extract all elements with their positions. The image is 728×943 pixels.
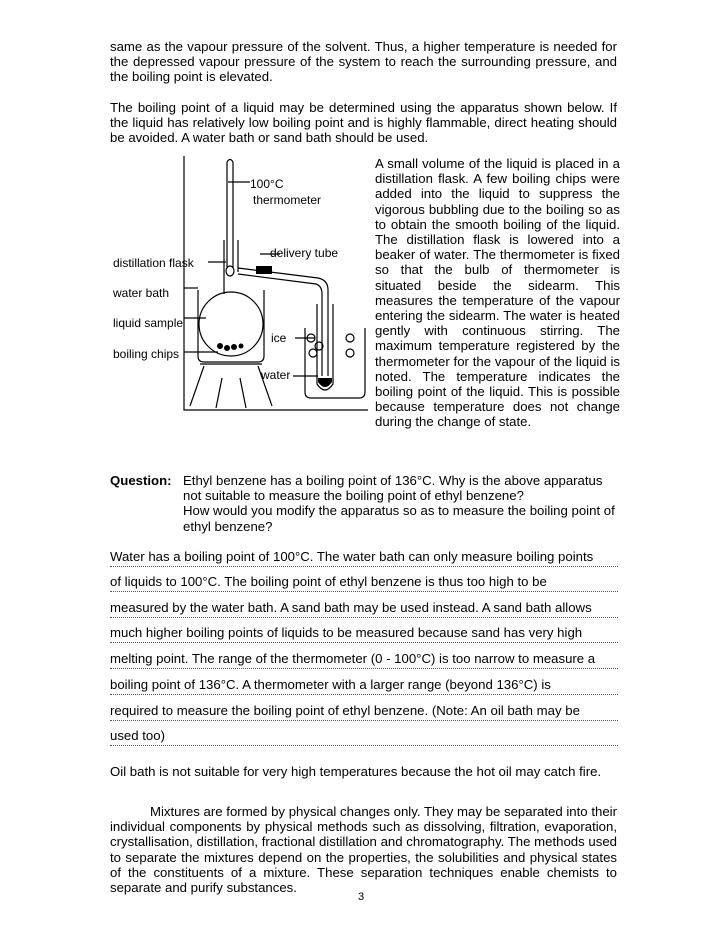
answer-line-2: of liquids to 100°C. The boiling point of ethyl benzene is thus too high to be: [110, 573, 618, 592]
answer-line-7: required to measure the boiling point of ethyl benzene. (Note: An oil bath may be: [110, 702, 618, 721]
answer-line-4: much higher boiling points of liquids to be measured because sand has very high: [110, 624, 618, 643]
page-number: 3: [358, 891, 365, 903]
label-thermometer: thermometer: [253, 193, 322, 207]
answer-line-3: measured by the water bath. A sand bath may be used instead. A sand bath allows: [110, 599, 618, 618]
question-label: Question:: [110, 473, 172, 488]
label-water: water: [261, 368, 291, 382]
answer-line-6: boiling point of 136°C. A thermometer with a larger range (beyond 136°C) is: [110, 676, 618, 695]
answer-line-1: Water has a boiling point of 100°C. The water bath can only measure boiling points: [110, 548, 618, 567]
label-boiling-chips: boiling chips: [113, 347, 180, 361]
paragraph-method: A small volume of the liquid is placed in a distillation flask. A few boiling chips were added into the liquid to suppress the vigorous bubbling due to the boiling so as to obtain the smooth boiling of the liquid. The distillation flask is lowered into a beaker of water. The thermometer is fixed so that the bulb of thermometer is situated beside the sidearm. This measures the temperature of the vapour entering the sidearm. The water is heated gently with continuous stirring. The maximum temperature registered by the thermometer for the vapour of the liquid is noted. The temperature indicates the boiling point of the liquid. This is possible because temperature does not change during the change of state.: [375, 156, 620, 430]
label-ice: ice: [271, 331, 287, 345]
label-delivery-tube: delivery tube: [270, 246, 339, 260]
question-line-2: How would you modify the apparatus so as to measure the boiling point of ethyl benzene?: [183, 503, 615, 534]
label-water-bath: water bath: [113, 286, 170, 300]
oil-bath-note: Oil bath is not suitable for very high temperatures because the hot oil may catch fire.: [110, 764, 602, 779]
label-liquid-sample: liquid sample: [113, 316, 184, 330]
paragraph-intro: same as the vapour pressure of the solvent. Thus, a higher temperature is needed for the depressed vapour pressure of the system to reach the surrounding pressure, and the boiling point is elevated.: [110, 39, 617, 85]
question-text: [183, 473, 621, 534]
paragraph-apparatus: The boiling point of a liquid may be determined using the apparatus shown below. If the liquid has relatively low boiling point and is highly flammable, direct heating should be avoided. A water bath or sand bath should be used.: [110, 100, 617, 146]
paragraph-mixtures: Mixtures are formed by physical changes only. They may be separated into their individual components by physical methods such as dissolving, filtration, evaporation, crystallisation, distillation, fractional distillation and chromatography. The methods used to separate the mixtures depend on the properties, the solubilities and physical states of the constituents of a mixture. These separation techniques enable chemists to separate and purify substances.: [110, 804, 617, 896]
answer-line-8: used too): [110, 727, 618, 746]
label-thermo-temp: 100°C: [250, 177, 284, 191]
answer-line-5: melting point. The range of the thermometer (0 - 100°C) is too narrow to measure a: [110, 650, 618, 669]
question-line-1: Ethyl benzene has a boiling point of 136°C. Why is the above apparatus not suitable to measure the boiling point of ethyl benzene?: [183, 473, 603, 504]
label-distillation-flask: distillation flask: [113, 256, 194, 270]
